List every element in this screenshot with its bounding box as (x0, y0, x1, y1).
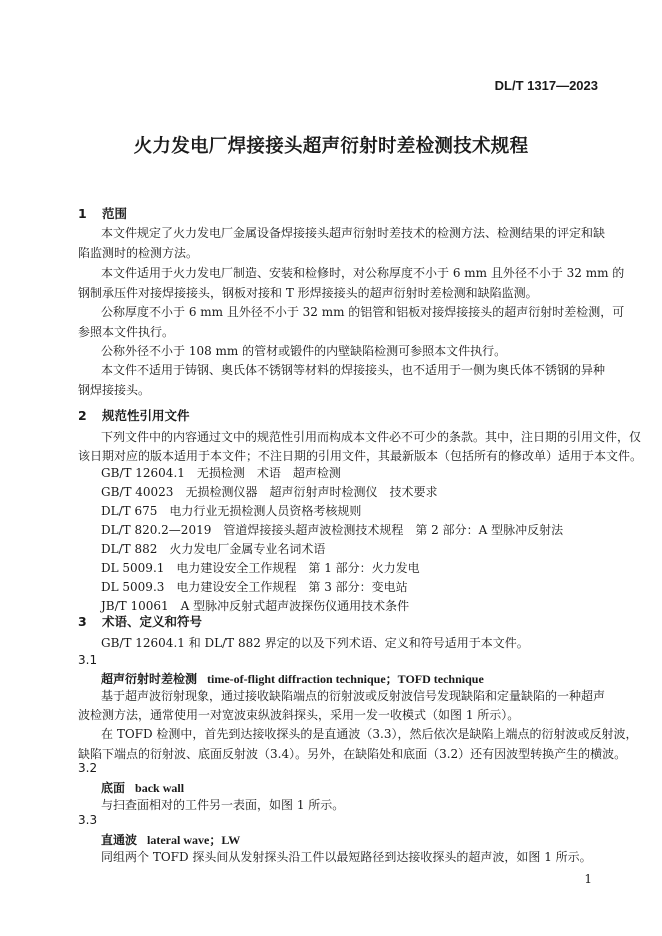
paragraph: 该日期对应的版本适用于本文件；不注日期的引用文件，其最新版本（包括所有的修改单）适用于本文件。 (78, 449, 643, 463)
document-title: 火力发电厂焊接接头超声衍射时差检测技术规程 (133, 136, 529, 157)
definition: 同组两个 TOFD 探头间从发射探头沿工件以最短路径到达接收探头的超声波，如图 1 所示。 (101, 850, 592, 864)
paragraph: 公称厚度不小于 6 mm 且外径不小于 32 mm 的铝管和铝板对接焊接接头的超声衍射时差检测，可 (101, 305, 625, 319)
reference-item: GB/T 12604.1 无损检测 术语 超声检测 (101, 466, 341, 480)
paragraph: 本文件不适用于铸钢、奥氏体不锈钢等材料的焊接接头，也不适用于一侧为奥氏体不锈钢的异种 (101, 363, 606, 377)
definition: 基于超声波衍射现象，通过接收缺陷端点的衍射波或反射波信号发现缺陷和定量缺陷的一种超声 (101, 689, 606, 703)
section-title: 规范性引用文件 (102, 408, 190, 423)
paragraph: 参照本文件执行。 (78, 325, 175, 339)
term-english: time-of-flight diffraction technique；TOFD technique (207, 672, 484, 686)
page-number: 1 (584, 872, 592, 886)
reference-item: DL/T 675 电力行业无损检测人员资格考核规则 (101, 504, 362, 518)
section-title: 术语、定义和符号 (102, 614, 203, 629)
section-number: 2 (78, 408, 87, 423)
reference-item: DL/T 882 火力发电厂金属专业名词术语 (101, 542, 326, 556)
reference-item: GB/T 40023 无损检测仪器 超声衍射声时检测仪 技术要求 (101, 485, 438, 499)
definition-note: 缺陷下端点的衍射波、底面反射波（3.4）。另外，在缺陷处和底面（3.2）还有因波型转换产生的横波。 (78, 747, 627, 761)
reference-item: DL 5009.3 电力建设安全工作规程 第 3 部分：变电站 (101, 580, 408, 594)
section-title: 范围 (102, 206, 128, 221)
term-chinese: 直通波 (101, 833, 138, 847)
term-entry (101, 670, 484, 687)
term-number: 3.1 (78, 653, 98, 667)
definition-note: 在 TOFD 检测中，首先到达接收探头的是直通波（3.3），然后依次是缺陷上端点的衍射波或反射波， (101, 727, 638, 741)
paragraph: 钢焊接接头。 (78, 383, 151, 397)
reference-item: JB/T 10061 A 型脉冲反射式超声波探伤仪通用技术条件 (101, 599, 410, 613)
definition: 波检测方法，通常使用一对宽波束纵波斜探头，采用一发一收模式（如图 1 所示）。 (78, 708, 520, 722)
term-chinese: 底面 (101, 781, 126, 795)
section-number: 3 (78, 614, 87, 629)
paragraph: 钢制承压件对接焊接接头，钢板对接和 T 形焊接接头的超声衍射时差检测和缺陷监测。 (78, 286, 538, 300)
section-number: 1 (78, 206, 87, 221)
reference-item: DL 5009.1 电力建设安全工作规程 第 1 部分：火力发电 (101, 561, 420, 575)
paragraph: GB/T 12604.1 和 DL/T 882 界定的以及下列术语、定义和符号适用于本文件。 (101, 636, 529, 650)
term-number: 3.3 (78, 813, 98, 827)
term-number: 3.2 (78, 761, 98, 775)
term-chinese: 超声衍射时差检测 (101, 672, 198, 686)
term-entry (101, 831, 240, 848)
paragraph: 下列文件中的内容通过文中的规范性引用而构成本文件必不可少的条款。其中，注日期的引用文件，仅 (101, 430, 642, 444)
standard-code: DL/T 1317—2023 (494, 78, 598, 93)
section-3-heading (78, 612, 202, 630)
term-english: lateral wave；LW (147, 833, 241, 847)
section-2-heading (78, 406, 190, 424)
definition: 与扫查面相对的工件另一表面，如图 1 所示。 (101, 798, 345, 812)
paragraph: 本文件适用于火力发电厂制造、安装和检修时，对公称厚度不小于 6 mm 且外径不小于 32 mm 的 (101, 266, 625, 280)
section-1-heading (78, 204, 127, 222)
paragraph: 本文件规定了火力发电厂金属设备焊接接头超声衍射时差技术的检测方法、检测结果的评定和缺 (101, 226, 606, 240)
term-entry (101, 779, 184, 796)
paragraph: 公称外径不小于 108 mm 的管材或锻件的内壁缺陷检测可参照本文件执行。 (101, 344, 507, 358)
paragraph: 陷监测时的检测方法。 (78, 246, 199, 260)
reference-item: DL/T 820.2—2019 管道焊接接头超声波检测技术规程 第 2 部分：A 型脉冲反射法 (101, 523, 564, 537)
term-english: back wall (135, 781, 185, 795)
